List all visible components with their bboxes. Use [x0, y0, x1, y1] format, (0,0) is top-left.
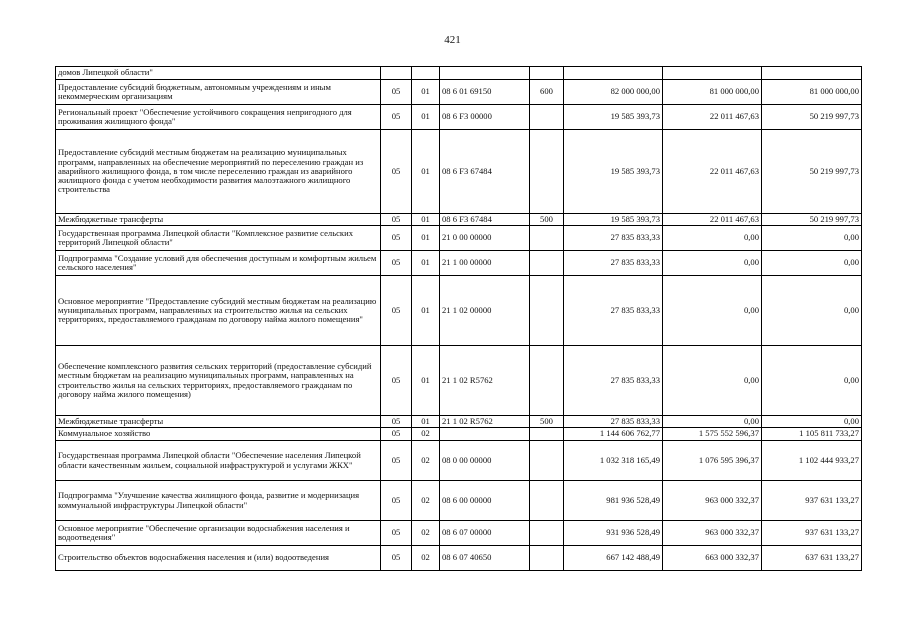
amount-year2-cell: 963 000 332,37	[663, 521, 762, 546]
target-article-cell: 21 1 02 00000	[440, 276, 530, 346]
section-code-cell: 05	[381, 80, 412, 105]
subsection-code-cell: 01	[412, 214, 440, 226]
target-article-cell: 21 1 02 R5762	[440, 346, 530, 416]
section-code-cell: 05	[381, 251, 412, 276]
amount-year1-cell: 19 585 393,73	[564, 105, 663, 130]
expense-type-cell	[530, 441, 564, 481]
row-name-cell: Государственная программа Липецкой области "Обеспечение населения Липецкой области качественным жильем, социальной инфраструктурой и услугами ЖКХ"	[56, 441, 381, 481]
target-article-cell: 21 1 02 R5762	[440, 416, 530, 428]
section-code-cell: 05	[381, 346, 412, 416]
amount-year2-cell: 0,00	[663, 416, 762, 428]
section-code-cell: 05	[381, 441, 412, 481]
amount-year3-cell: 0,00	[762, 416, 862, 428]
amount-year3-cell: 937 631 133,27	[762, 481, 862, 521]
table-row	[56, 481, 862, 521]
expense-type-cell: 600	[530, 80, 564, 105]
row-name-cell: Основное мероприятие "Предоставление субсидий местным бюджетам на реализацию муниципальных программ, направленных на строительство жилья на сельских территориях, предоставляемого гражданам по договору найма жилого помещения"	[56, 276, 381, 346]
section-code-cell: 05	[381, 428, 412, 441]
expense-type-cell	[530, 276, 564, 346]
target-article-cell: 08 6 07 00000	[440, 521, 530, 546]
table-row	[56, 346, 862, 416]
amount-year1-cell: 19 585 393,73	[564, 214, 663, 226]
amount-year3-cell: 0,00	[762, 276, 862, 346]
subsection-code-cell: 01	[412, 276, 440, 346]
amount-year1-cell: 1 032 318 165,49	[564, 441, 663, 481]
amount-year3-cell: 50 219 997,73	[762, 105, 862, 130]
amount-year2-cell: 0,00	[663, 226, 762, 251]
section-code-cell: 05	[381, 130, 412, 214]
amount-year2-cell: 22 011 467,63	[663, 214, 762, 226]
section-code-cell: 05	[381, 416, 412, 428]
amount-year2-cell	[663, 67, 762, 80]
amount-year1-cell: 27 835 833,33	[564, 416, 663, 428]
amount-year3-cell: 81 000 000,00	[762, 80, 862, 105]
amount-year3-cell: 637 631 133,27	[762, 546, 862, 571]
subsection-code-cell: 02	[412, 546, 440, 571]
target-article-cell: 21 0 00 00000	[440, 226, 530, 251]
amount-year2-cell: 0,00	[663, 276, 762, 346]
amount-year1-cell: 27 835 833,33	[564, 251, 663, 276]
subsection-code-cell: 01	[412, 130, 440, 214]
amount-year3-cell: 1 102 444 933,27	[762, 441, 862, 481]
amount-year3-cell: 0,00	[762, 346, 862, 416]
subsection-code-cell: 02	[412, 428, 440, 441]
table-row	[56, 105, 862, 130]
amount-year2-cell: 1 575 552 596,37	[663, 428, 762, 441]
amount-year2-cell: 22 011 467,63	[663, 105, 762, 130]
row-name-cell: Строительство объектов водоснабжения населения и (или) водоотведения	[56, 546, 381, 571]
target-article-cell: 21 1 00 00000	[440, 251, 530, 276]
subsection-code-cell: 02	[412, 441, 440, 481]
amount-year1-cell: 931 936 528,49	[564, 521, 663, 546]
amount-year2-cell: 0,00	[663, 346, 762, 416]
amount-year1-cell: 27 835 833,33	[564, 276, 663, 346]
table-row	[56, 416, 862, 428]
amount-year2-cell: 1 076 595 396,37	[663, 441, 762, 481]
subsection-code-cell: 02	[412, 481, 440, 521]
amount-year3-cell: 937 631 133,27	[762, 521, 862, 546]
page-number: 421	[444, 34, 461, 46]
row-name-cell: домов Липецкой области"	[56, 67, 381, 80]
subsection-code-cell	[412, 67, 440, 80]
row-name-cell: Подпрограмма "Улучшение качества жилищного фонда, развитие и модернизация коммунальной инфраструктуры Липецкой области"	[56, 481, 381, 521]
target-article-cell: 08 0 00 00000	[440, 441, 530, 481]
amount-year3-cell: 0,00	[762, 226, 862, 251]
table-row	[56, 546, 862, 571]
section-code-cell: 05	[381, 276, 412, 346]
table-row	[56, 67, 862, 80]
row-name-cell: Межбюджетные трансферты	[56, 214, 381, 226]
section-code-cell: 05	[381, 481, 412, 521]
row-name-cell: Основное мероприятие "Обеспечение организации водоснабжения населения и водоотведения"	[56, 521, 381, 546]
section-code-cell: 05	[381, 105, 412, 130]
table-row	[56, 251, 862, 276]
table-row	[56, 521, 862, 546]
row-name-cell: Коммунальное хозяйство	[56, 428, 381, 441]
amount-year2-cell: 963 000 332,37	[663, 481, 762, 521]
section-code-cell	[381, 67, 412, 80]
row-name-cell: Региональный проект "Обеспечение устойчивого сокращения непригодного для проживания жилищного фонда"	[56, 105, 381, 130]
row-name-cell: Государственная программа Липецкой области "Комплексное развитие сельских территорий Липецкой области"	[56, 226, 381, 251]
target-article-cell: 08 6 F3 67484	[440, 130, 530, 214]
expense-type-cell: 500	[530, 214, 564, 226]
expense-type-cell	[530, 226, 564, 251]
row-name-cell: Предоставление субсидий бюджетным, автономным учреждениям и иным некоммерческим организациям	[56, 80, 381, 105]
section-code-cell: 05	[381, 226, 412, 251]
amount-year1-cell: 27 835 833,33	[564, 346, 663, 416]
target-article-cell: 08 6 00 00000	[440, 481, 530, 521]
section-code-cell: 05	[381, 214, 412, 226]
amount-year3-cell: 1 105 811 733,27	[762, 428, 862, 441]
expense-type-cell	[530, 521, 564, 546]
amount-year1-cell	[564, 67, 663, 80]
expense-type-cell: 500	[530, 416, 564, 428]
row-name-cell: Межбюджетные трансферты	[56, 416, 381, 428]
subsection-code-cell: 02	[412, 521, 440, 546]
amount-year1-cell: 82 000 000,00	[564, 80, 663, 105]
subsection-code-cell: 01	[412, 80, 440, 105]
target-article-cell: 08 6 F3 00000	[440, 105, 530, 130]
expense-type-cell	[530, 67, 564, 80]
expense-type-cell	[530, 546, 564, 571]
table-row	[56, 441, 862, 481]
row-name-cell: Обеспечение комплексного развития сельских территорий (предоставление субсидий местным бюджетам на реализацию муниципальных программ, направленных на строительство жилья на сельских территориях, предоставляемого гражданам по договору найма жилого помещения)	[56, 346, 381, 416]
amount-year3-cell: 50 219 997,73	[762, 214, 862, 226]
table-body	[56, 67, 862, 571]
amount-year3-cell: 0,00	[762, 251, 862, 276]
row-name-cell: Подпрограмма "Создание условий для обеспечения доступным и комфортным жильем сельского населения"	[56, 251, 381, 276]
amount-year1-cell: 27 835 833,33	[564, 226, 663, 251]
target-article-cell: 08 6 07 40650	[440, 546, 530, 571]
subsection-code-cell: 01	[412, 416, 440, 428]
subsection-code-cell: 01	[412, 105, 440, 130]
amount-year1-cell: 1 144 606 762,77	[564, 428, 663, 441]
table-row	[56, 428, 862, 441]
expense-type-cell	[530, 346, 564, 416]
table-row	[56, 130, 862, 214]
amount-year2-cell: 663 000 332,37	[663, 546, 762, 571]
expense-type-cell	[530, 481, 564, 521]
amount-year1-cell: 19 585 393,73	[564, 130, 663, 214]
target-article-cell	[440, 428, 530, 441]
amount-year2-cell: 81 000 000,00	[663, 80, 762, 105]
target-article-cell: 08 6 01 69150	[440, 80, 530, 105]
expense-type-cell	[530, 105, 564, 130]
section-code-cell: 05	[381, 521, 412, 546]
table-row	[56, 214, 862, 226]
amount-year2-cell: 0,00	[663, 251, 762, 276]
amount-year2-cell: 22 011 467,63	[663, 130, 762, 214]
row-name-cell: Предоставление субсидий местным бюджетам на реализацию муниципальных программ, направленных на обеспечение мероприятий по переселению граждан из аварийного жилищного фонда, в том числе переселению граждан из аварийного жилищного фонда с учетом необходимости развития малоэтажного жилищного строительства	[56, 130, 381, 214]
amount-year3-cell: 50 219 997,73	[762, 130, 862, 214]
amount-year1-cell: 667 142 488,49	[564, 546, 663, 571]
section-code-cell: 05	[381, 546, 412, 571]
amount-year3-cell	[762, 67, 862, 80]
expense-type-cell	[530, 428, 564, 441]
table-row	[56, 226, 862, 251]
subsection-code-cell: 01	[412, 251, 440, 276]
budget-table	[55, 66, 862, 571]
subsection-code-cell: 01	[412, 226, 440, 251]
amount-year1-cell: 981 936 528,49	[564, 481, 663, 521]
target-article-cell: 08 6 F3 67484	[440, 214, 530, 226]
table-row	[56, 80, 862, 105]
target-article-cell	[440, 67, 530, 80]
expense-type-cell	[530, 251, 564, 276]
subsection-code-cell: 01	[412, 346, 440, 416]
table-row	[56, 276, 862, 346]
expense-type-cell	[530, 130, 564, 214]
